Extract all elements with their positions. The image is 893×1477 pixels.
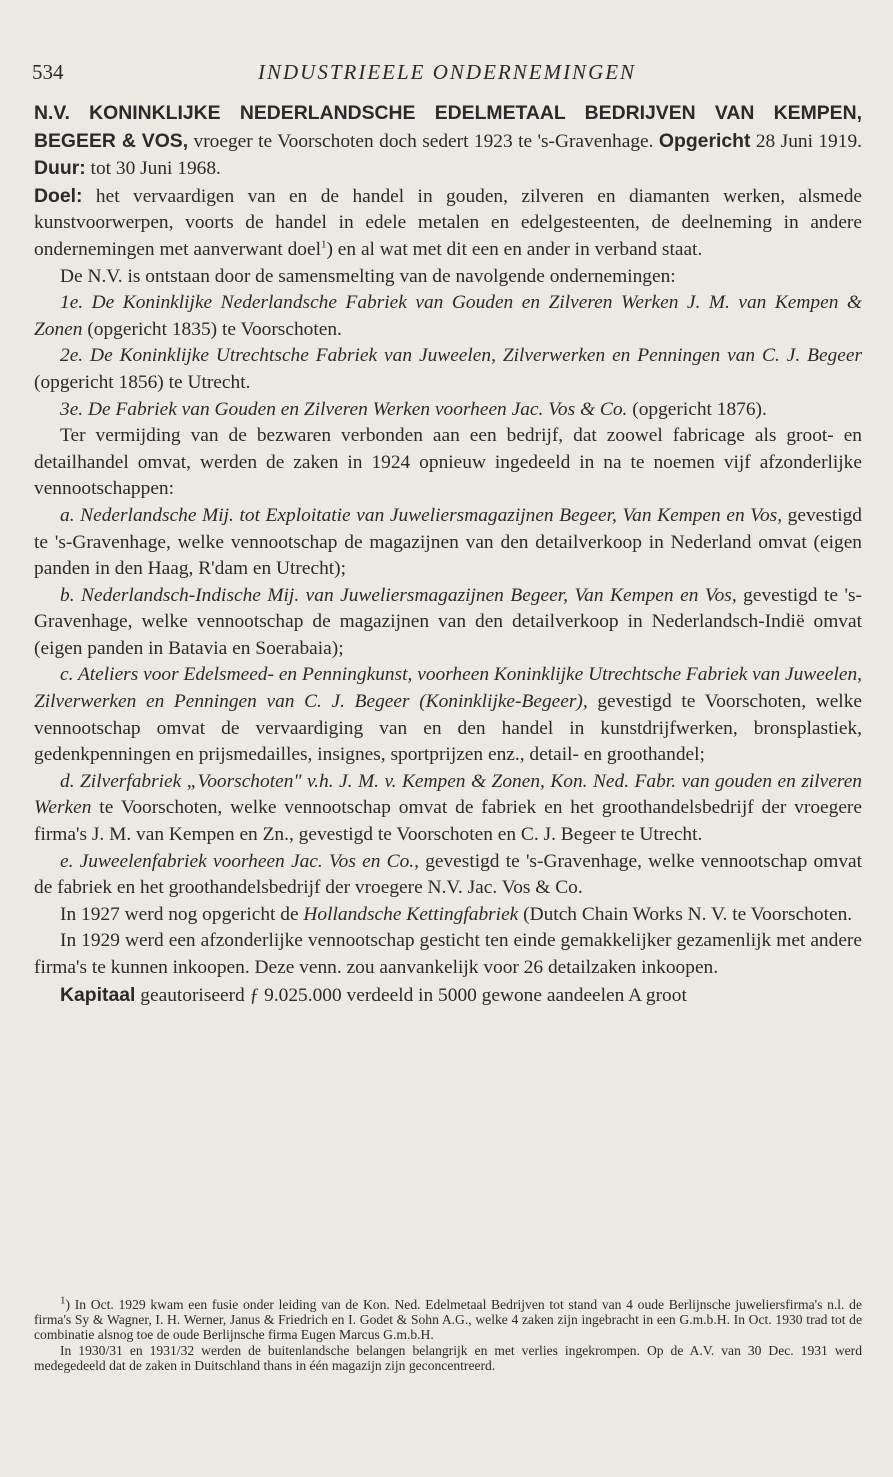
- company-item: [34, 583, 862, 663]
- page-number: 534: [32, 60, 64, 84]
- merger-intro: De N.V. is ontstaan door de samensmelting van de navolgende ondernemingen:: [60, 265, 676, 287]
- company-item-name: d. Zilverfabriek „Voorschoten" v.h. J. M. v. Kempen & Zonen, Kon. Ned. Fabr. van gouden en zilveren Werken: [34, 770, 862, 819]
- p1927-company: Hollandsche Kettingfabriek: [303, 903, 519, 925]
- merger-item-name: 3e. De Fabriek van Gouden en Zilveren Werken voorheen Jac. Vos & Co.: [60, 398, 628, 420]
- footnote-1-marker: 1: [60, 1294, 66, 1307]
- duur-value: tot 30 Juni 1968.: [85, 158, 221, 180]
- duur-label: Duur:: [34, 157, 86, 180]
- kapitaal-paragraph: [34, 982, 862, 1010]
- merger-item-detail: (opgericht 1876).: [627, 398, 767, 420]
- doel-paragraph: [34, 183, 862, 264]
- entry-heading-paragraph: [34, 100, 862, 183]
- footnotes: [34, 1294, 862, 1373]
- opgericht-value: 28 Juni 1919.: [750, 130, 862, 152]
- company-item-name: a. Nederlandsche Mij. tot Exploitatie van Juweliersmagazijnen Begeer, Van Kempen en Vos,: [60, 504, 783, 526]
- merger-item-detail: (opgericht 1835) te Voorschoten.: [82, 318, 342, 340]
- footnote-ref: 1: [320, 238, 327, 251]
- company-item-name: b. Nederlandsch-Indische Mij. van Juweliersmagazijnen Begeer, Van Kempen en Vos,: [60, 584, 737, 606]
- company-item-detail: gevestigd te 's-Gravenhage, welke vennootschap de magazijnen van den detailverkoop in Nederland omvat (eigen panden in den Haag, R'dam en Utrecht);: [34, 504, 862, 580]
- kapitaal-text: geautoriseerd ƒ 9.025.000 verdeeld in 5000 gewone aandeelen A groot: [135, 984, 687, 1006]
- company-item-detail: te Voorschoten, welke vennootschap omvat de fabriek en het groothandelsbedrijf der vroegere firma's J. M. van Kempen en Zn., gevestigd te Voorschoten en C. J. Begeer te Utrecht.: [34, 797, 862, 846]
- company-item-name: e. Juweelenfabriek voorheen Jac. Vos en Co.,: [60, 850, 419, 872]
- opgericht-label: Opgericht: [658, 129, 751, 152]
- company-item-detail: gevestigd te Voorschoten, welke vennootschap omvat de vervaardiging van en den handel in kunstdrijfwerken, bronsplastiek, gedenkpenningen en prijsmedailles, insignes, sportprijzen enz., detail- en groothandel;: [34, 691, 862, 766]
- doel-label: Doel:: [34, 184, 83, 207]
- company-item-detail: gevestigd te 's-Gravenhage, welke vennootschap omvat de fabriek en het groothandelsbedrijf der vroegere N.V. Jac. Vos & Co.: [34, 850, 863, 899]
- p1927-tail: (Dutch Chain Works N. V. te Voorschoten.: [518, 903, 853, 925]
- merger-item: [34, 397, 862, 424]
- company-item: [34, 769, 862, 849]
- merger-item: [34, 290, 862, 343]
- paragraph-1927: [34, 902, 862, 929]
- merger-item-name: 1e. De Koninklijke Nederlandsche Fabriek van Gouden en Zilveren Werken J. M. van Kempen & Zonen: [34, 292, 862, 340]
- company-item: [34, 662, 862, 768]
- footnote-1: [34, 1294, 862, 1343]
- company-intro: vroeger te Voorschoten doch sedert 1923 te 's-Gravenhage.: [188, 130, 659, 152]
- company-item: [34, 849, 862, 902]
- merger-item-name: 2e. De Koninklijke Utrechtsche Fabriek van Juweelen, Zilverwerken en Penningen van C. J. Begeer: [60, 345, 862, 367]
- footnote-1-text: ) In Oct. 1929 kwam een fusie onder leiding van de Kon. Ned. Edelmetaal Bedrijven tot stand van 4 oude Berlijnsche juweliersfirma's n.l. de firma's Sy & Wagner, I. H. Werner, Janus & Friedrich en I. Godet & Sohn A.G., welke 4 zaken zijn ingebracht in een G.m.b.H. In Oct. 1930 trad tot de combinatie alsnog toe de oude Berlijnsche firma Eugen Marcus G.m.b.H.: [34, 1297, 862, 1343]
- split-paragraph: Ter vermijding van de bezwaren verbonden aan een bedrijf, dat zoowel fabricage als groot- en detailhandel omvat, werden de zaken in 1924 opnieuw ingedeeld in na te noemen vijf afzonderlijke vennootschappen:: [34, 425, 862, 500]
- running-title: INDUSTRIEELE ONDERNEMINGEN: [258, 60, 637, 84]
- entry-body: [34, 100, 862, 1009]
- running-head: [28, 60, 868, 90]
- doel-tail: ) en al wat met dit een en ander in verband staat.: [326, 238, 703, 260]
- merger-item-detail: (opgericht 1856) te Utrecht.: [34, 371, 251, 393]
- merger-item: [34, 343, 862, 396]
- paragraph-1929: In 1929 werd een afzonderlijke vennootschap gesticht ten einde gemakkelijker gezamenlijk met andere firma's te kunnen inkoopen. Deze venn. zou aanvankelijk voor 26 detailzaken inkoopen.: [34, 930, 862, 978]
- footnote-2: In 1930/31 en 1931/32 werden de buitenlandsche belangen belangrijk en met verlies ingekrompen. Op de A.V. van 30 Dec. 1931 werd medegedeeld dat de zaken in Duitschland thans in één magazijn zijn geconcentreerd.: [34, 1342, 862, 1373]
- company-item-detail: gevestigd te 's-Gravenhage, welke vennootschap de magazijnen van den detailverkoop in Nederlandsch-Indië omvat (eigen panden in Batavia en Soerabaia);: [34, 584, 862, 659]
- kapitaal-label: Kapitaal: [60, 983, 136, 1006]
- company-item: [34, 503, 862, 583]
- p1927-text: In 1927 werd nog opgericht de: [60, 903, 304, 925]
- doel-text: het vervaardigen van en de handel in gouden, zilveren en diamanten werken, alsmede kunstvoorwerpen, voorts de handel in edele metalen en edelgesteenten, de deelneming in andere ondernemingen met aanverwant doel: [34, 185, 862, 260]
- company-name: N.V. KONINKLIJKE NEDERLANDSCHE EDELMETAAL BEDRIJVEN VAN KEMPEN, BEGEER & VOS,: [34, 102, 862, 152]
- company-item-name: c. Ateliers voor Edelsmeed- en Penningkunst, voorheen Koninklijke Utrechtsche Fabriek van Juweelen, Zilverwerken en Penningen van C. J. Begeer (Koninklijke-Begeer),: [34, 664, 862, 713]
